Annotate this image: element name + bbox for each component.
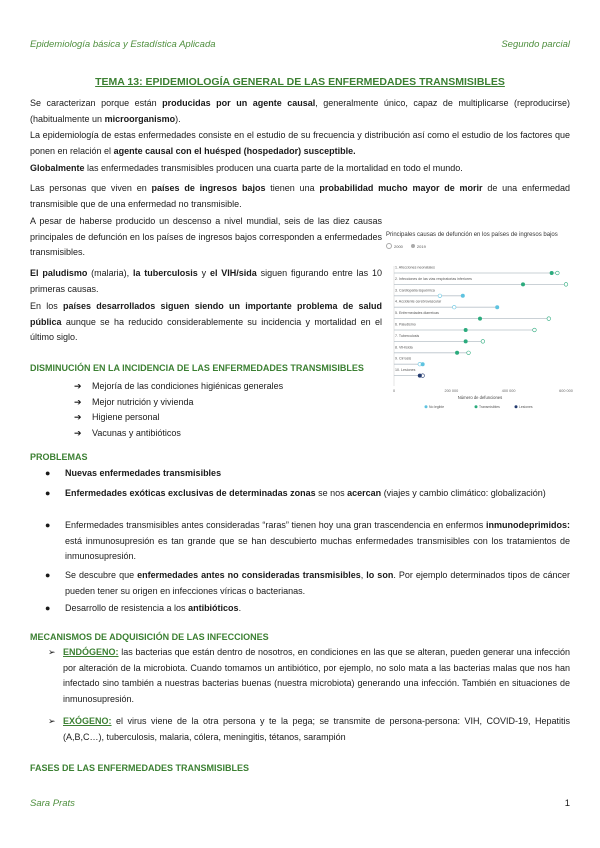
category-label: 2. Infecciones de las vías respiratorias inferiores [395,276,472,281]
fases-heading: FASES DE LAS ENFERMEDADES TRANSMISIBLES [30,763,250,773]
problemas-heading: PROBLEMAS [30,452,88,462]
point-2000 [533,328,537,332]
problema-item-4: ● Se descubre que enfermedades antes no consideradas transmisibles, lo son. Por ejemplo determinados tipos de cáncer pueden tener su origen en infecciones víricas o bacterianas. [45,568,570,599]
point-2000 [452,305,456,309]
intro-paragraph-7: En los países desarrollados siguen siendo un importante problema de salud pública aunque se ha reducido considerablemente su incidencia y mortalidad en el último siglo. [30,301,382,343]
point-2019 [455,351,459,355]
mortality-chart [386,232,574,444]
point-2019 [495,305,499,309]
legend-transmisibles: Transmisibles [479,405,500,409]
legend-swatch-lesiones [515,405,518,408]
intro-paragraph-5: A pesar de haberse producido un descenso a nivel mundial, seis de las diez causas principales de defunción en los países de ingresos bajos corresponden a enfermedades transmisibles. [30,216,382,258]
footer-author: Sara Prats [30,798,75,809]
mecanismo-endogeno: ➢ ENDÓGENO: las bacterias que están dentro de nosotros, en condiciones en las que se alteran, pueden generar una infección por alteración de la microbiota. Cuando tomamos un antibiótico, por ejemplo, no solo mata a las bacterias malas que nos han infectado sino también a nuestras bacterias buenas (nuestra microbiota) generando una infección. También en situaciones de inmunosupresión. [48,645,570,707]
point-2000 [547,317,551,321]
point-2019 [418,374,422,378]
x-tick-label: 0 [392,389,396,393]
chart-plot [386,254,574,442]
list-item: ➔ Higiene personal [74,410,283,426]
arrow-bullet-icon: ➢ [48,716,56,726]
point-2019 [461,294,465,298]
point-2019 [550,271,554,275]
disminucion-list [74,379,283,441]
intro-paragraph-6: El paludismo (malaria), la tuberculosis y el VIH/sida siguen figurando entre las 10 primeras causas. [30,268,382,294]
bullet-icon: ● [45,520,51,530]
legend-lesiones: Lesiones [519,405,533,409]
bullet-icon: ● [45,570,51,580]
x-tick-label: 200 000 [444,389,459,393]
problema-item-2: ● Enfermedades exóticas exclusivas de determinadas zonas se nos acercan (viajes y cambio climático: globalización) [45,486,570,502]
x-tick-label: 400 000 [501,389,516,393]
intro-paragraph-3: Globalmente las enfermedades transmisibles producen una cuarta parte de la mortalidad en todo el mundo. [30,163,463,173]
bullet-icon: ● [45,603,51,613]
disminucion-heading: DISMINUCIÓN EN LA INCIDENCIA DE LAS ENFERMEDADES TRANSMISIBLES [30,363,364,373]
category-label: 6. Paludismo [395,322,416,327]
header-term: Segundo parcial [501,39,570,50]
chart-year-legend [386,243,574,249]
category-label: 4. Accidente cerebrovascular [395,299,442,304]
legend-2019: 2019 [411,243,426,249]
category-label: 5. Enfermedades diarreicas [395,311,439,316]
category-label: 8. VIH/sida [395,345,413,350]
category-label: 3. Cardiopatía isquémica [395,288,435,293]
mecanismos-heading: MECANISMOS DE ADQUISICIÓN DE LAS INFECCIONES [30,632,269,642]
problema-item-1: ● Nuevas enfermedades transmisibles [45,466,570,482]
arrow-right-icon: ➔ [74,427,82,438]
point-2000 [556,271,560,275]
category-label: 7. Tuberculosis [395,333,420,338]
point-2019 [478,317,482,321]
list-item: ➔ Vacunas y antibióticos [74,426,283,442]
list-item: ➔ Mejoría de las condiciones higiénicas generales [74,379,283,395]
legend-no-transmisibles: No legible [429,405,445,409]
arrow-bullet-icon: ➢ [48,647,56,657]
arrow-right-icon: ➔ [74,396,82,407]
point-2000 [438,294,442,298]
x-axis-label: Número de defunciones [457,395,503,400]
point-2019 [521,282,525,286]
arrow-right-icon: ➔ [74,381,82,391]
page-title: TEMA 13: EPIDEMIOLOGÍA GENERAL DE LAS ENFERMEDADES TRANSMISIBLES [95,76,505,88]
problema-item-3: ● Enfermedades transmisibles antes consideradas “raras” tienen hoy una gran trascendencia en enfermos inmunodeprimidos: está inmunosupresión es tan grande que se han descubierto muchas enfermedades transmisibles con los tratamientos de inmunosupresión. [45,518,570,565]
point-2000 [481,340,485,344]
intro-paragraph-1: Se caracterizan porque están producidas por un agente causal, generalmente único, capaz de multiplicarse (reproducirse) (habitualmente un microorganismo). [30,98,570,124]
category-label: 10. Lesiones [395,368,416,373]
problema-item-5: ● Desarrollo de resistencia a los antibióticos. [45,601,570,617]
bullet-icon: ● [45,468,51,478]
header-subject: Epidemiología básica y Estadística Aplicada [30,39,216,50]
intro-paragraph-2: La epidemiología de estas enfermedades consiste en el estudio de su frecuencia y distribución así como el estudio de los factores que ponen en relación el agente causal con el huésped (hospedador) susceptible. [30,130,570,156]
point-2019 [421,362,425,366]
category-label: 9. Cirrosis [395,356,412,361]
page-header [30,39,570,50]
legend-swatch-no-transmisibles [425,405,428,408]
category-label: 1. Afecciones neonatales [395,265,435,270]
point-2019 [464,339,468,343]
point-2000 [467,351,471,355]
legend-2000: 2000 [386,243,403,249]
bullet-icon: ● [45,488,51,498]
intro-paragraph-4: Las personas que viven en países de ingresos bajos tienen una probabilidad mucho mayor de morir de una enfermedad transmisible que de una enfermedad no transmisible. [30,183,570,209]
page-number: 1 [564,798,570,809]
mecanismo-exogeno: ➢ EXÓGENO: el virus viene de la otra persona y te la pega; se transmite de persona-persona: VIH, COVID-19, Hepatitis (A,B,C…), tuberculosis, malaria, cólera, meningitis, tétanos, sarampión [48,714,570,745]
point-2000 [564,283,568,287]
chart-title: Principales causas de defunción en los países de ingresos bajos [386,232,558,238]
point-2019 [464,328,468,332]
x-tick-label: 600 000 [559,389,573,393]
arrow-right-icon: ➔ [74,412,82,423]
page-footer [30,798,570,809]
list-item: ➔ Mejor nutrición y vivienda [74,395,283,411]
legend-swatch-transmisibles [475,405,478,408]
